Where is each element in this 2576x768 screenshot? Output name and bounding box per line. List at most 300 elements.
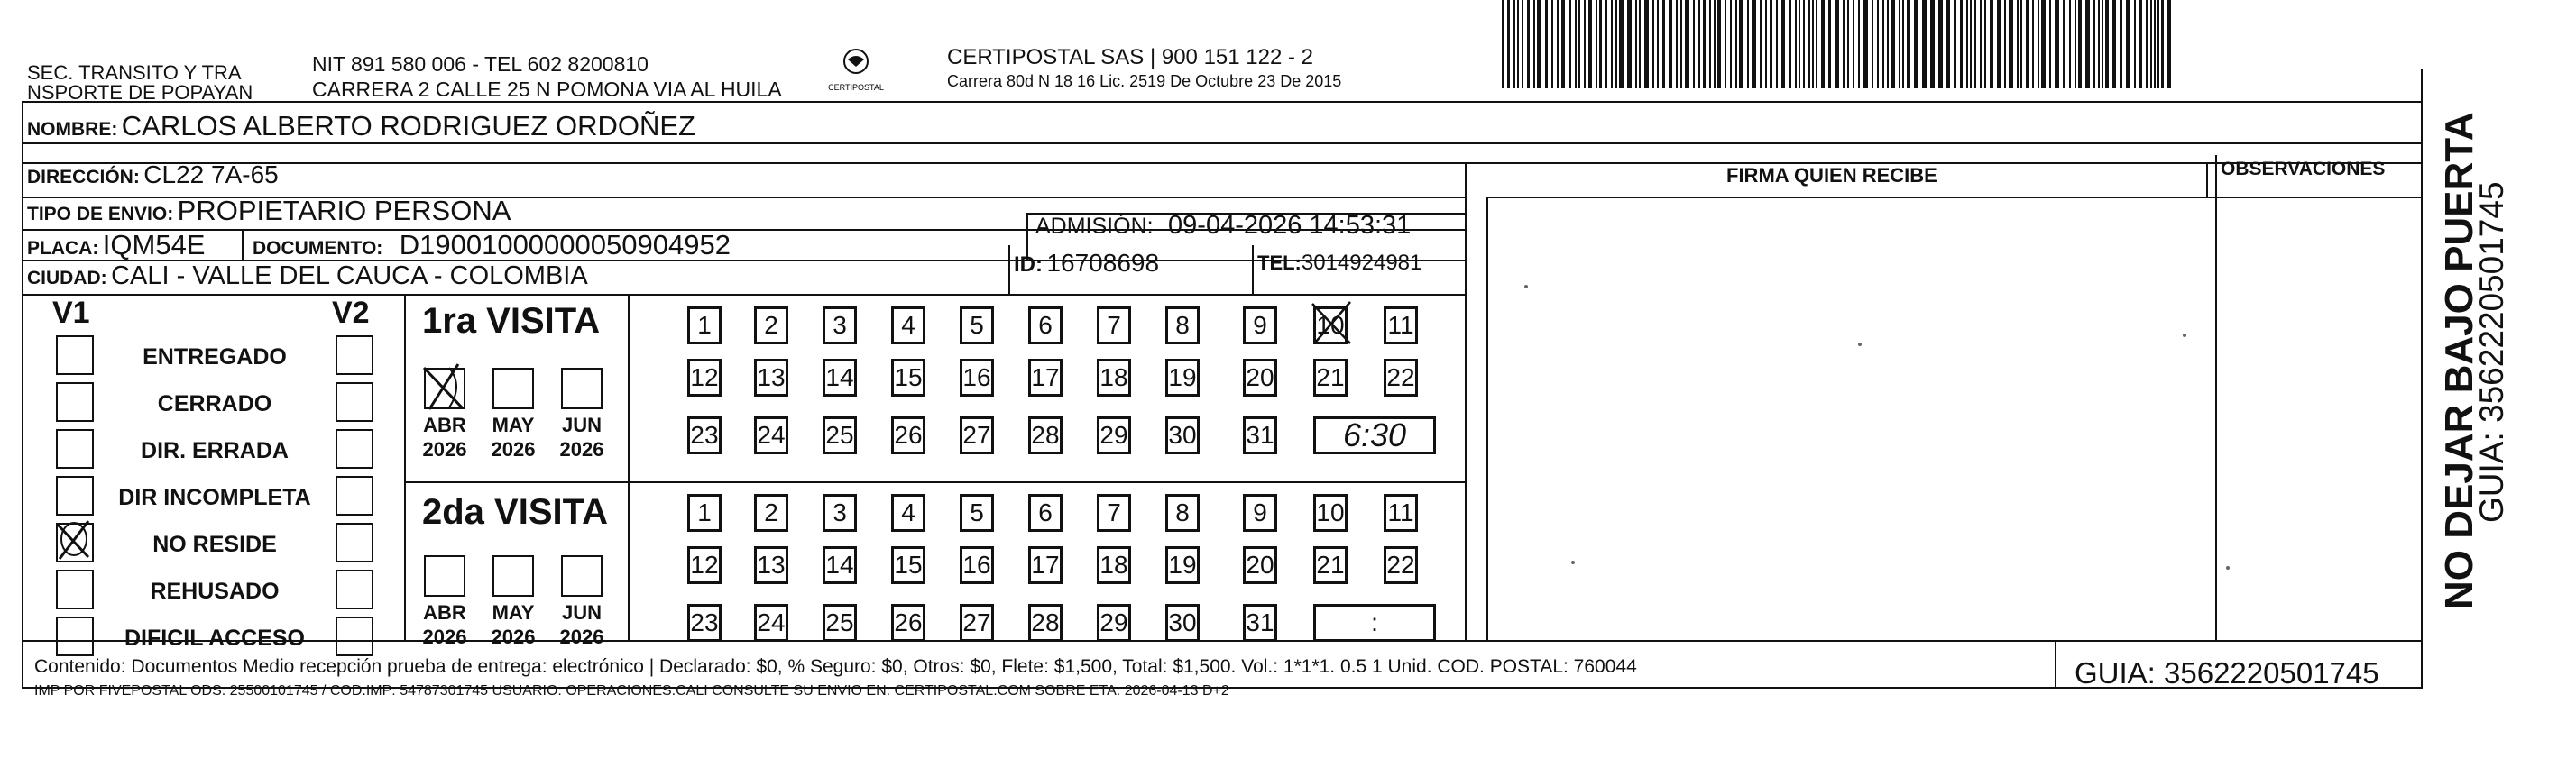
barcode-bar — [1997, 0, 2001, 88]
barcode-bar — [1808, 0, 1810, 88]
day-checkbox[interactable] — [1028, 546, 1063, 584]
month-checkbox-may[interactable] — [492, 555, 534, 597]
barcode-bar — [2026, 0, 2029, 88]
barcode-bar — [1858, 0, 1860, 88]
barcode-bar — [1615, 0, 1617, 88]
day-number: 23 — [690, 608, 719, 636]
barcode-bar — [1954, 0, 1956, 88]
barcode-bar — [1938, 0, 1943, 88]
day-number: 3 — [833, 498, 847, 526]
day-checkbox[interactable] — [1028, 306, 1063, 344]
scan-speck — [2183, 334, 2186, 337]
month-checkbox-abr[interactable] — [424, 368, 465, 409]
day-number: 2 — [764, 498, 778, 526]
barcode-bar — [1605, 0, 1607, 88]
documento-row — [253, 229, 731, 261]
time-value: 6:30 — [1342, 416, 1407, 453]
day-checkbox[interactable] — [754, 546, 788, 584]
month-name: ABR — [423, 414, 466, 436]
day-checkbox[interactable] — [1097, 306, 1131, 344]
day-checkbox[interactable] — [823, 604, 857, 642]
day-checkbox[interactable] — [1384, 546, 1418, 584]
day-number: 30 — [1168, 421, 1197, 449]
barcode-bar — [1914, 0, 1918, 88]
barcode-bar — [1816, 0, 1817, 88]
v1-checkbox[interactable] — [56, 335, 94, 375]
month-label — [413, 413, 476, 462]
day-number: 15 — [894, 363, 923, 391]
barcode-bar — [1619, 0, 1624, 88]
barcode-bar — [1828, 0, 1831, 88]
day-checkbox[interactable] — [687, 546, 722, 584]
barcode-bar — [1611, 0, 1613, 88]
barcode-bar — [1872, 0, 1873, 88]
day-number: 25 — [825, 421, 854, 449]
day-checkbox[interactable] — [960, 494, 994, 532]
day-number: 18 — [1099, 363, 1128, 391]
barcode-bar — [2102, 0, 2103, 88]
barcode-bar — [1966, 0, 1968, 88]
barcode-bar — [1930, 0, 1935, 88]
month-name: MAY — [492, 601, 535, 624]
day-checkbox[interactable] — [687, 306, 722, 344]
day-number: 12 — [690, 551, 719, 579]
v2-checkbox[interactable] — [336, 617, 373, 656]
day-checkbox[interactable] — [1243, 604, 1277, 642]
day-checkbox[interactable] — [960, 604, 994, 642]
day-checkbox[interactable] — [1097, 416, 1131, 454]
barcode-bar — [1980, 0, 1982, 88]
day-number: 31 — [1246, 608, 1274, 636]
day-number: 23 — [690, 421, 719, 449]
day-checkbox[interactable] — [1243, 416, 1277, 454]
tipo-label: TIPO DE ENVIO: — [27, 204, 174, 224]
day-number: 9 — [1253, 311, 1267, 339]
id-row — [1014, 249, 1159, 278]
status-label: NO RESIDE — [152, 532, 277, 557]
documento-label: DOCUMENTO: — [253, 238, 383, 259]
barcode-bar — [1799, 0, 1800, 88]
v1-checkbox[interactable] — [56, 617, 94, 656]
v1-header: V1 — [52, 296, 90, 330]
v1-checkbox[interactable] — [56, 570, 94, 609]
barcode-bar — [1984, 0, 1986, 88]
day-checkbox[interactable] — [1028, 494, 1063, 532]
barcode-bar — [1537, 0, 1541, 88]
day-number: 14 — [825, 363, 854, 391]
barcode-bar — [2038, 0, 2039, 88]
day-number: 30 — [1168, 608, 1197, 636]
month-label — [482, 600, 545, 649]
day-checkbox[interactable] — [1165, 604, 1200, 642]
barcode-bar — [2020, 0, 2022, 88]
barcode-bar — [2055, 0, 2059, 88]
barcode-bar — [1776, 0, 1778, 88]
day-number: 25 — [825, 608, 854, 636]
scan-speck — [1571, 561, 1575, 564]
barcode-bar — [1644, 0, 1649, 88]
month-label — [413, 600, 476, 649]
day-checkbox[interactable] — [1243, 546, 1277, 584]
day-number: 1 — [697, 311, 712, 339]
barcode-bar — [1853, 0, 1854, 88]
day-number: 19 — [1168, 363, 1197, 391]
month-year: 2026 — [559, 626, 604, 648]
barcode-bar — [1891, 0, 1895, 88]
day-number: 3 — [833, 311, 847, 339]
day-checkbox[interactable] — [1097, 604, 1131, 642]
day-number: 29 — [1099, 608, 1128, 636]
day-number: 29 — [1099, 421, 1128, 449]
barcode-bar — [1730, 0, 1732, 88]
placa-value: IQM54E — [102, 229, 206, 261]
barcode-bar — [1693, 0, 1695, 88]
barcode-bar — [2049, 0, 2051, 88]
day-number: 24 — [757, 608, 786, 636]
v1-checkbox[interactable] — [56, 476, 94, 516]
day-number: 15 — [894, 551, 923, 579]
day-checkbox[interactable] — [1028, 416, 1063, 454]
footer-contenido: Contenido: Documentos Medio recepción prueba de entrega: electrónico | Declarado: $0, % Seguro: $0, Otros: $0, Flete: $1,500, Total: $1,500. Vol.: 1*1*1. 0.5 1 Unid. COD. POSTAL: 760044 — [34, 656, 1637, 677]
placa-row — [27, 229, 206, 261]
day-checkbox[interactable] — [754, 359, 788, 397]
day-number: 20 — [1246, 363, 1274, 391]
firma-header: FIRMA QUIEN RECIBE — [1726, 164, 1937, 187]
barcode-bar — [1812, 0, 1814, 88]
ciudad-label: CIUDAD: — [27, 268, 107, 288]
day-number: 5 — [970, 311, 984, 339]
barcode-bar — [1714, 0, 1716, 88]
v2-checkbox[interactable] — [336, 570, 373, 609]
barcode-bar — [1578, 0, 1580, 88]
day-checkbox[interactable] — [1165, 546, 1200, 584]
month-checkbox-jun[interactable] — [561, 368, 603, 409]
placa-label: PLACA: — [27, 238, 99, 259]
svg-text:CERTIPOSTAL: CERTIPOSTAL — [828, 83, 884, 92]
day-checkbox[interactable] — [1165, 416, 1200, 454]
sender-address: CARRERA 2 CALLE 25 N POMONA VIA AL HUILA — [312, 78, 782, 101]
barcode-bar — [1657, 0, 1659, 88]
footer-guia: GUIA: 3562220501745 — [2075, 656, 2379, 690]
barcode-bar — [2063, 0, 2065, 88]
tel-label: TEL: — [1257, 251, 1302, 274]
admision-value: 09-04-2026 14:53:31 — [1168, 211, 1412, 240]
day-checkbox[interactable] — [891, 359, 925, 397]
no-dejar-bajo-puerta: NO DEJAR BAJO PUERTA — [2437, 112, 2481, 609]
day-checkbox[interactable] — [823, 546, 857, 584]
footer-imp: IMP POR FIVEPOSTAL ODS: 25500101745 / COD.IMP: 54787301745 USUARIO: OPERACIONES.CALI CONSULTE SU ENVIO EN: CERTIPOSTAL.COM SOBRE ETA: 2026-04-13 D+2 — [34, 683, 1229, 699]
day-number: 27 — [962, 421, 991, 449]
day-checkbox[interactable] — [687, 416, 722, 454]
barcode-bar — [2004, 0, 2006, 88]
barcode-bar — [2098, 0, 2100, 88]
day-number: 4 — [901, 311, 915, 339]
day-checkbox[interactable] — [754, 494, 788, 532]
day-checkbox[interactable] — [1384, 359, 1418, 397]
day-number: 7 — [1107, 311, 1121, 339]
barcode-bar — [2126, 0, 2130, 88]
barcode-bar — [1717, 0, 1721, 88]
sender-name-line1: SEC. TRANSITO Y TRA — [27, 61, 242, 84]
barcode-bar — [1795, 0, 1797, 88]
barcode-bar — [1752, 0, 1756, 88]
admision-label: ADMISIÓN: — [1035, 214, 1154, 239]
first-visit-title: 1ra VISITA — [422, 301, 601, 341]
admision-row — [1035, 211, 1411, 241]
day-checkbox[interactable] — [891, 306, 925, 344]
v2-checkbox[interactable] — [336, 429, 373, 469]
barcode-bar — [1507, 0, 1510, 88]
day-number: 6 — [1038, 311, 1053, 339]
day-checkbox[interactable] — [1165, 494, 1200, 532]
barcode-bar — [1863, 0, 1868, 88]
day-checkbox[interactable] — [1243, 359, 1277, 397]
day-checkbox[interactable] — [1243, 494, 1277, 532]
day-number: 5 — [970, 498, 984, 526]
barcode-bar — [1725, 0, 1726, 88]
barcode-bar — [1781, 0, 1785, 88]
month-checkbox-may[interactable] — [492, 368, 534, 409]
day-checkbox[interactable] — [754, 604, 788, 642]
day-number: 31 — [1246, 421, 1274, 449]
barcode-bar — [1584, 0, 1586, 88]
day-number: 8 — [1175, 311, 1190, 339]
ciudad-value: CALI - VALLE DEL CAUCA - COLOMBIA — [111, 261, 588, 290]
v2-checkbox[interactable] — [336, 382, 373, 422]
day-checkbox[interactable] — [1384, 306, 1418, 344]
day-number: 28 — [1031, 608, 1060, 636]
day-checkbox[interactable] — [754, 416, 788, 454]
day-number: 21 — [1316, 363, 1345, 391]
day-checkbox[interactable] — [1028, 359, 1063, 397]
day-checkbox[interactable] — [1313, 494, 1348, 532]
barcode-bar — [1588, 0, 1592, 88]
barcode-bar — [1821, 0, 1825, 88]
tipo-row — [27, 195, 511, 227]
day-number: 21 — [1316, 551, 1345, 579]
month-label — [550, 413, 613, 462]
day-checkbox[interactable] — [1313, 359, 1348, 397]
barcode-bar — [1627, 0, 1632, 88]
direccion-value: CL22 7A-65 — [143, 160, 279, 188]
day-checkbox[interactable] — [754, 306, 788, 344]
barcode-bar — [2150, 0, 2152, 88]
barcode-bar — [1765, 0, 1767, 88]
day-number: 10 — [1316, 498, 1345, 526]
barcode-bar — [2009, 0, 2013, 88]
barcode-bar — [1639, 0, 1641, 88]
scan-speck — [1858, 343, 1862, 346]
barcode-bar — [2120, 0, 2122, 88]
day-number: 16 — [962, 363, 991, 391]
day-number: 7 — [1107, 498, 1121, 526]
barcode-bar — [1517, 0, 1519, 88]
barcode-bar — [1676, 0, 1678, 88]
month-year: 2026 — [422, 438, 467, 461]
v2-checkbox[interactable] — [336, 476, 373, 516]
day-checkbox[interactable] — [1097, 546, 1131, 584]
day-number: 24 — [757, 421, 786, 449]
barcode-bar — [1635, 0, 1637, 88]
barcode-bar — [1770, 0, 1772, 88]
day-number: 26 — [894, 421, 923, 449]
barcode-bar — [1843, 0, 1845, 88]
barcode-bar — [1557, 0, 1559, 88]
status-label: ENTREGADO — [143, 344, 287, 370]
barcode-bar — [1803, 0, 1805, 88]
sender-nit: NIT 891 580 006 - TEL 602 8200810 — [312, 52, 649, 76]
month-name: MAY — [492, 414, 535, 436]
v1-checkbox[interactable] — [56, 523, 94, 562]
barcode-bar — [1502, 0, 1504, 88]
day-checkbox[interactable] — [960, 306, 994, 344]
barcode-bar — [1569, 0, 1571, 88]
barcode-bar — [1907, 0, 1910, 88]
barcode-bar — [2157, 0, 2159, 88]
barcode-bar — [2146, 0, 2148, 88]
month-checkbox-jun[interactable] — [561, 555, 603, 597]
barcode-bar — [2075, 0, 2076, 88]
day-checkbox[interactable] — [891, 416, 925, 454]
day-checkbox[interactable] — [823, 494, 857, 532]
barcode-bar — [1877, 0, 1879, 88]
day-number: 10 — [1316, 311, 1345, 339]
side-guia: GUIA: 3562220501745 — [2473, 181, 2510, 523]
barcode-bar — [1680, 0, 1682, 88]
tel-row — [1257, 251, 1421, 276]
status-label: REHUSADO — [150, 579, 280, 604]
nombre-row — [27, 110, 695, 142]
barcode-bar — [2093, 0, 2095, 88]
direccion-row — [27, 160, 279, 189]
day-checkbox[interactable] — [1243, 306, 1277, 344]
day-number: 20 — [1246, 551, 1274, 579]
day-checkbox[interactable] — [891, 546, 925, 584]
day-number: 22 — [1386, 551, 1415, 579]
tel-value: 3014924981 — [1301, 251, 1422, 275]
direccion-label: DIRECCIÓN: — [27, 167, 140, 187]
month-name: JUN — [561, 414, 602, 436]
day-checkbox[interactable] — [823, 306, 857, 344]
barcode-bar — [1685, 0, 1689, 88]
v2-checkbox[interactable] — [336, 335, 373, 375]
nombre-value: CARLOS ALBERTO RODRIGUEZ ORDOÑEZ — [121, 110, 695, 142]
barcode-bar — [1662, 0, 1665, 88]
barcode-bar — [2105, 0, 2109, 88]
barcode-bar — [1599, 0, 1602, 88]
check-mark-icon — [54, 519, 92, 559]
barcode-bar — [2161, 0, 2164, 88]
barcode-bar — [2134, 0, 2136, 88]
barcode-bar — [1760, 0, 1762, 88]
barcode-bar — [1922, 0, 1927, 88]
barcode-bar — [1575, 0, 1577, 88]
barcode-bar — [2041, 0, 2046, 88]
barcode-bar — [1847, 0, 1849, 88]
v2-checkbox[interactable] — [336, 523, 373, 562]
barcode-bar — [2078, 0, 2082, 88]
day-checkbox[interactable] — [687, 359, 722, 397]
barcode-bar — [1698, 0, 1700, 88]
day-number: 28 — [1031, 421, 1060, 449]
nombre-label: NOMBRE: — [27, 119, 118, 140]
barcode-bar — [1739, 0, 1743, 88]
scan-speck — [1524, 285, 1528, 288]
day-checkbox[interactable] — [1028, 604, 1063, 642]
day-number: 1 — [697, 498, 712, 526]
day-checkbox[interactable] — [960, 416, 994, 454]
day-checkbox[interactable] — [687, 494, 722, 532]
month-year: 2026 — [491, 626, 536, 648]
barcode-bar — [1596, 0, 1597, 88]
day-number: 17 — [1031, 363, 1060, 391]
month-name: ABR — [423, 601, 466, 624]
check-mark-icon — [422, 364, 467, 409]
barcode-bar — [1970, 0, 1972, 88]
barcode-bar — [1652, 0, 1654, 88]
second-visit-time[interactable] — [1313, 604, 1436, 642]
day-number: 13 — [757, 551, 786, 579]
day-checkbox[interactable] — [823, 359, 857, 397]
day-number: 8 — [1175, 498, 1190, 526]
day-checkbox[interactable] — [960, 359, 994, 397]
day-number: 2 — [764, 311, 778, 339]
day-checkbox[interactable] — [1165, 359, 1200, 397]
barcode-bar — [1882, 0, 1884, 88]
day-number: 12 — [690, 363, 719, 391]
status-label: CERRADO — [157, 391, 272, 416]
tipo-value: PROPIETARIO PERSONA — [177, 195, 511, 226]
day-number: 14 — [825, 551, 854, 579]
barcode-bar — [1902, 0, 1904, 88]
barcode-bar — [1513, 0, 1515, 88]
month-checkbox-abr[interactable] — [424, 555, 465, 597]
day-checkbox[interactable] — [823, 416, 857, 454]
barcode-bar — [1533, 0, 1535, 88]
month-label — [550, 600, 613, 649]
status-label: DIR INCOMPLETA — [118, 485, 311, 510]
barcode-bar — [2017, 0, 2019, 88]
day-checkbox[interactable] — [687, 604, 722, 642]
documento-value: D19001000000050904952 — [399, 229, 731, 261]
day-number: 9 — [1253, 498, 1267, 526]
day-checkbox[interactable] — [1165, 306, 1200, 344]
ciudad-row — [27, 261, 588, 291]
v1-checkbox[interactable] — [56, 382, 94, 422]
barcode-bar — [1545, 0, 1548, 88]
barcode-bar — [1561, 0, 1565, 88]
barcode-bar — [1747, 0, 1749, 88]
day-checkbox[interactable] — [1313, 546, 1348, 584]
v1-checkbox[interactable] — [56, 429, 94, 469]
barcode-bar — [1669, 0, 1672, 88]
day-checkbox[interactable] — [891, 604, 925, 642]
day-checkbox[interactable] — [1384, 494, 1418, 532]
barcode-bar — [1946, 0, 1950, 88]
day-checkbox[interactable] — [1097, 359, 1131, 397]
day-checkbox[interactable] — [1097, 494, 1131, 532]
barcode-bar — [2112, 0, 2116, 88]
month-name: JUN — [561, 601, 602, 624]
day-checkbox[interactable] — [891, 494, 925, 532]
day-checkbox[interactable] — [1313, 306, 1348, 344]
first-visit-time[interactable] — [1313, 416, 1436, 454]
day-number: 17 — [1031, 551, 1060, 579]
barcode-bar — [2154, 0, 2156, 88]
day-number: 19 — [1168, 551, 1197, 579]
barcode-bar — [1899, 0, 1900, 88]
day-checkbox[interactable] — [960, 546, 994, 584]
